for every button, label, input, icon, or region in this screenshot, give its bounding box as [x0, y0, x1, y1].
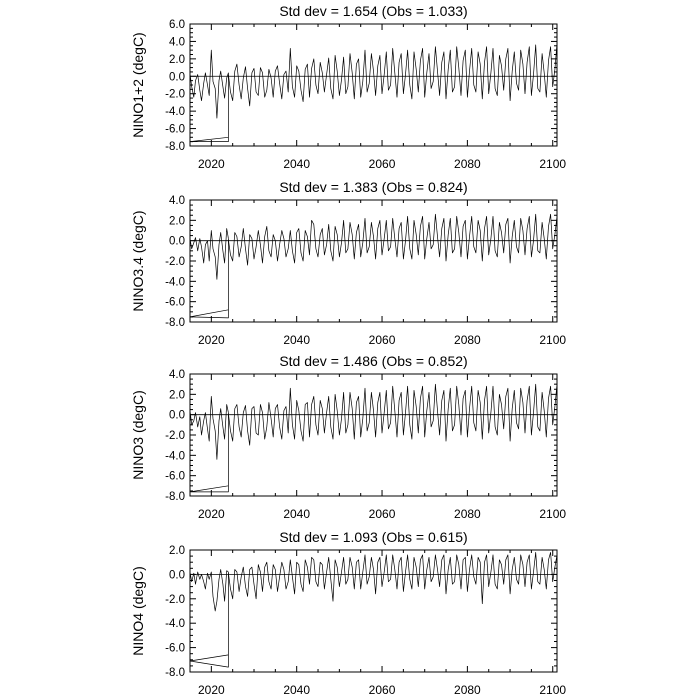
y-axis-label: NINO3 (degC) — [130, 390, 146, 480]
y-axis-label: NINO1+2 (degC) — [130, 32, 146, 138]
x-tick-label: 2020 — [197, 507, 225, 521]
series-line-3 — [228, 214, 557, 265]
y-tick-label: -4.0 — [165, 106, 185, 119]
chart-title: Std dev = 1.654 (Obs = 1.033) — [279, 3, 468, 19]
x-tick-label: 2100 — [539, 683, 567, 697]
chart-title: Std dev = 1.486 (Obs = 0.852) — [279, 353, 468, 369]
y-axis-label: NINO4 (degC) — [130, 566, 146, 656]
y-tick-label: 0.0 — [169, 409, 185, 422]
y-tick-label: -6.0 — [165, 642, 185, 655]
x-tick-label: 2020 — [197, 683, 225, 697]
x-tick-label: 2060 — [368, 683, 396, 697]
plot-frame — [190, 24, 557, 146]
x-tick-label: 2060 — [368, 507, 396, 521]
chart-panel-3 — [130, 353, 566, 521]
y-tick-label: -8.0 — [165, 491, 185, 503]
series-line-2 — [190, 572, 228, 667]
y-tick-label: -8.0 — [165, 667, 185, 679]
y-tick-label: -6.0 — [165, 123, 185, 136]
y-tick-label: 4.0 — [169, 369, 185, 381]
series-line-3 — [228, 43, 557, 106]
plot-frame — [190, 374, 557, 496]
series-line-3 — [228, 552, 557, 603]
y-tick-label: -4.0 — [165, 618, 185, 631]
x-tick-label: 2080 — [454, 333, 481, 347]
x-tick-label: 2020 — [197, 157, 225, 171]
x-tick-label: 2060 — [368, 157, 396, 171]
y-tick-label: 2.0 — [169, 389, 185, 402]
series-line-1 — [190, 396, 228, 459]
series-line-1 — [190, 229, 228, 280]
x-tick-label: 2080 — [454, 157, 481, 171]
x-tick-label: 2060 — [368, 333, 396, 347]
series-line-1 — [190, 570, 228, 612]
y-tick-label: -4.0 — [165, 276, 185, 289]
x-tick-label: 2100 — [539, 333, 567, 347]
y-axis-label: NINO3.4 (degC) — [130, 210, 146, 312]
x-tick-label: 2080 — [454, 507, 481, 521]
y-tick-label: -2.0 — [165, 430, 185, 442]
series-line-1 — [190, 50, 228, 118]
y-tick-label: 6.0 — [169, 19, 185, 31]
y-tick-label: -6.0 — [165, 470, 185, 483]
y-tick-label: 2.0 — [169, 53, 185, 66]
x-tick-label: 2040 — [283, 157, 311, 171]
y-tick-label: -2.0 — [165, 593, 185, 606]
chart-panel-4 — [130, 529, 566, 697]
chart-title: Std dev = 1.383 (Obs = 0.824) — [279, 179, 468, 195]
x-tick-label: 2040 — [283, 507, 311, 521]
y-tick-label: -6.0 — [165, 296, 185, 309]
y-tick-label: -2.0 — [165, 256, 185, 268]
x-tick-label: 2100 — [539, 507, 567, 521]
y-tick-label: -8.0 — [165, 141, 185, 153]
x-tick-label: 2080 — [454, 683, 481, 697]
y-tick-label: 2.0 — [169, 545, 185, 557]
y-tick-label: -4.0 — [165, 450, 185, 463]
chart-title: Std dev = 1.093 (Obs = 0.615) — [279, 529, 468, 545]
y-tick-label: -2.0 — [165, 88, 185, 101]
x-tick-label: 2020 — [197, 333, 225, 347]
y-tick-label: 0.0 — [169, 235, 185, 248]
y-tick-label: 2.0 — [169, 215, 185, 228]
y-tick-label: 0.0 — [169, 569, 185, 582]
plot-frame — [190, 200, 557, 322]
chart-panel-1 — [130, 3, 566, 171]
x-tick-label: 2040 — [283, 333, 311, 347]
y-tick-label: 4.0 — [169, 195, 185, 207]
y-tick-label: -8.0 — [165, 317, 185, 329]
y-tick-label: 0.0 — [169, 71, 185, 84]
x-tick-label: 2100 — [539, 157, 567, 171]
y-tick-label: 4.0 — [169, 36, 185, 49]
chart-panel-2 — [130, 179, 566, 347]
x-tick-label: 2040 — [283, 683, 311, 697]
